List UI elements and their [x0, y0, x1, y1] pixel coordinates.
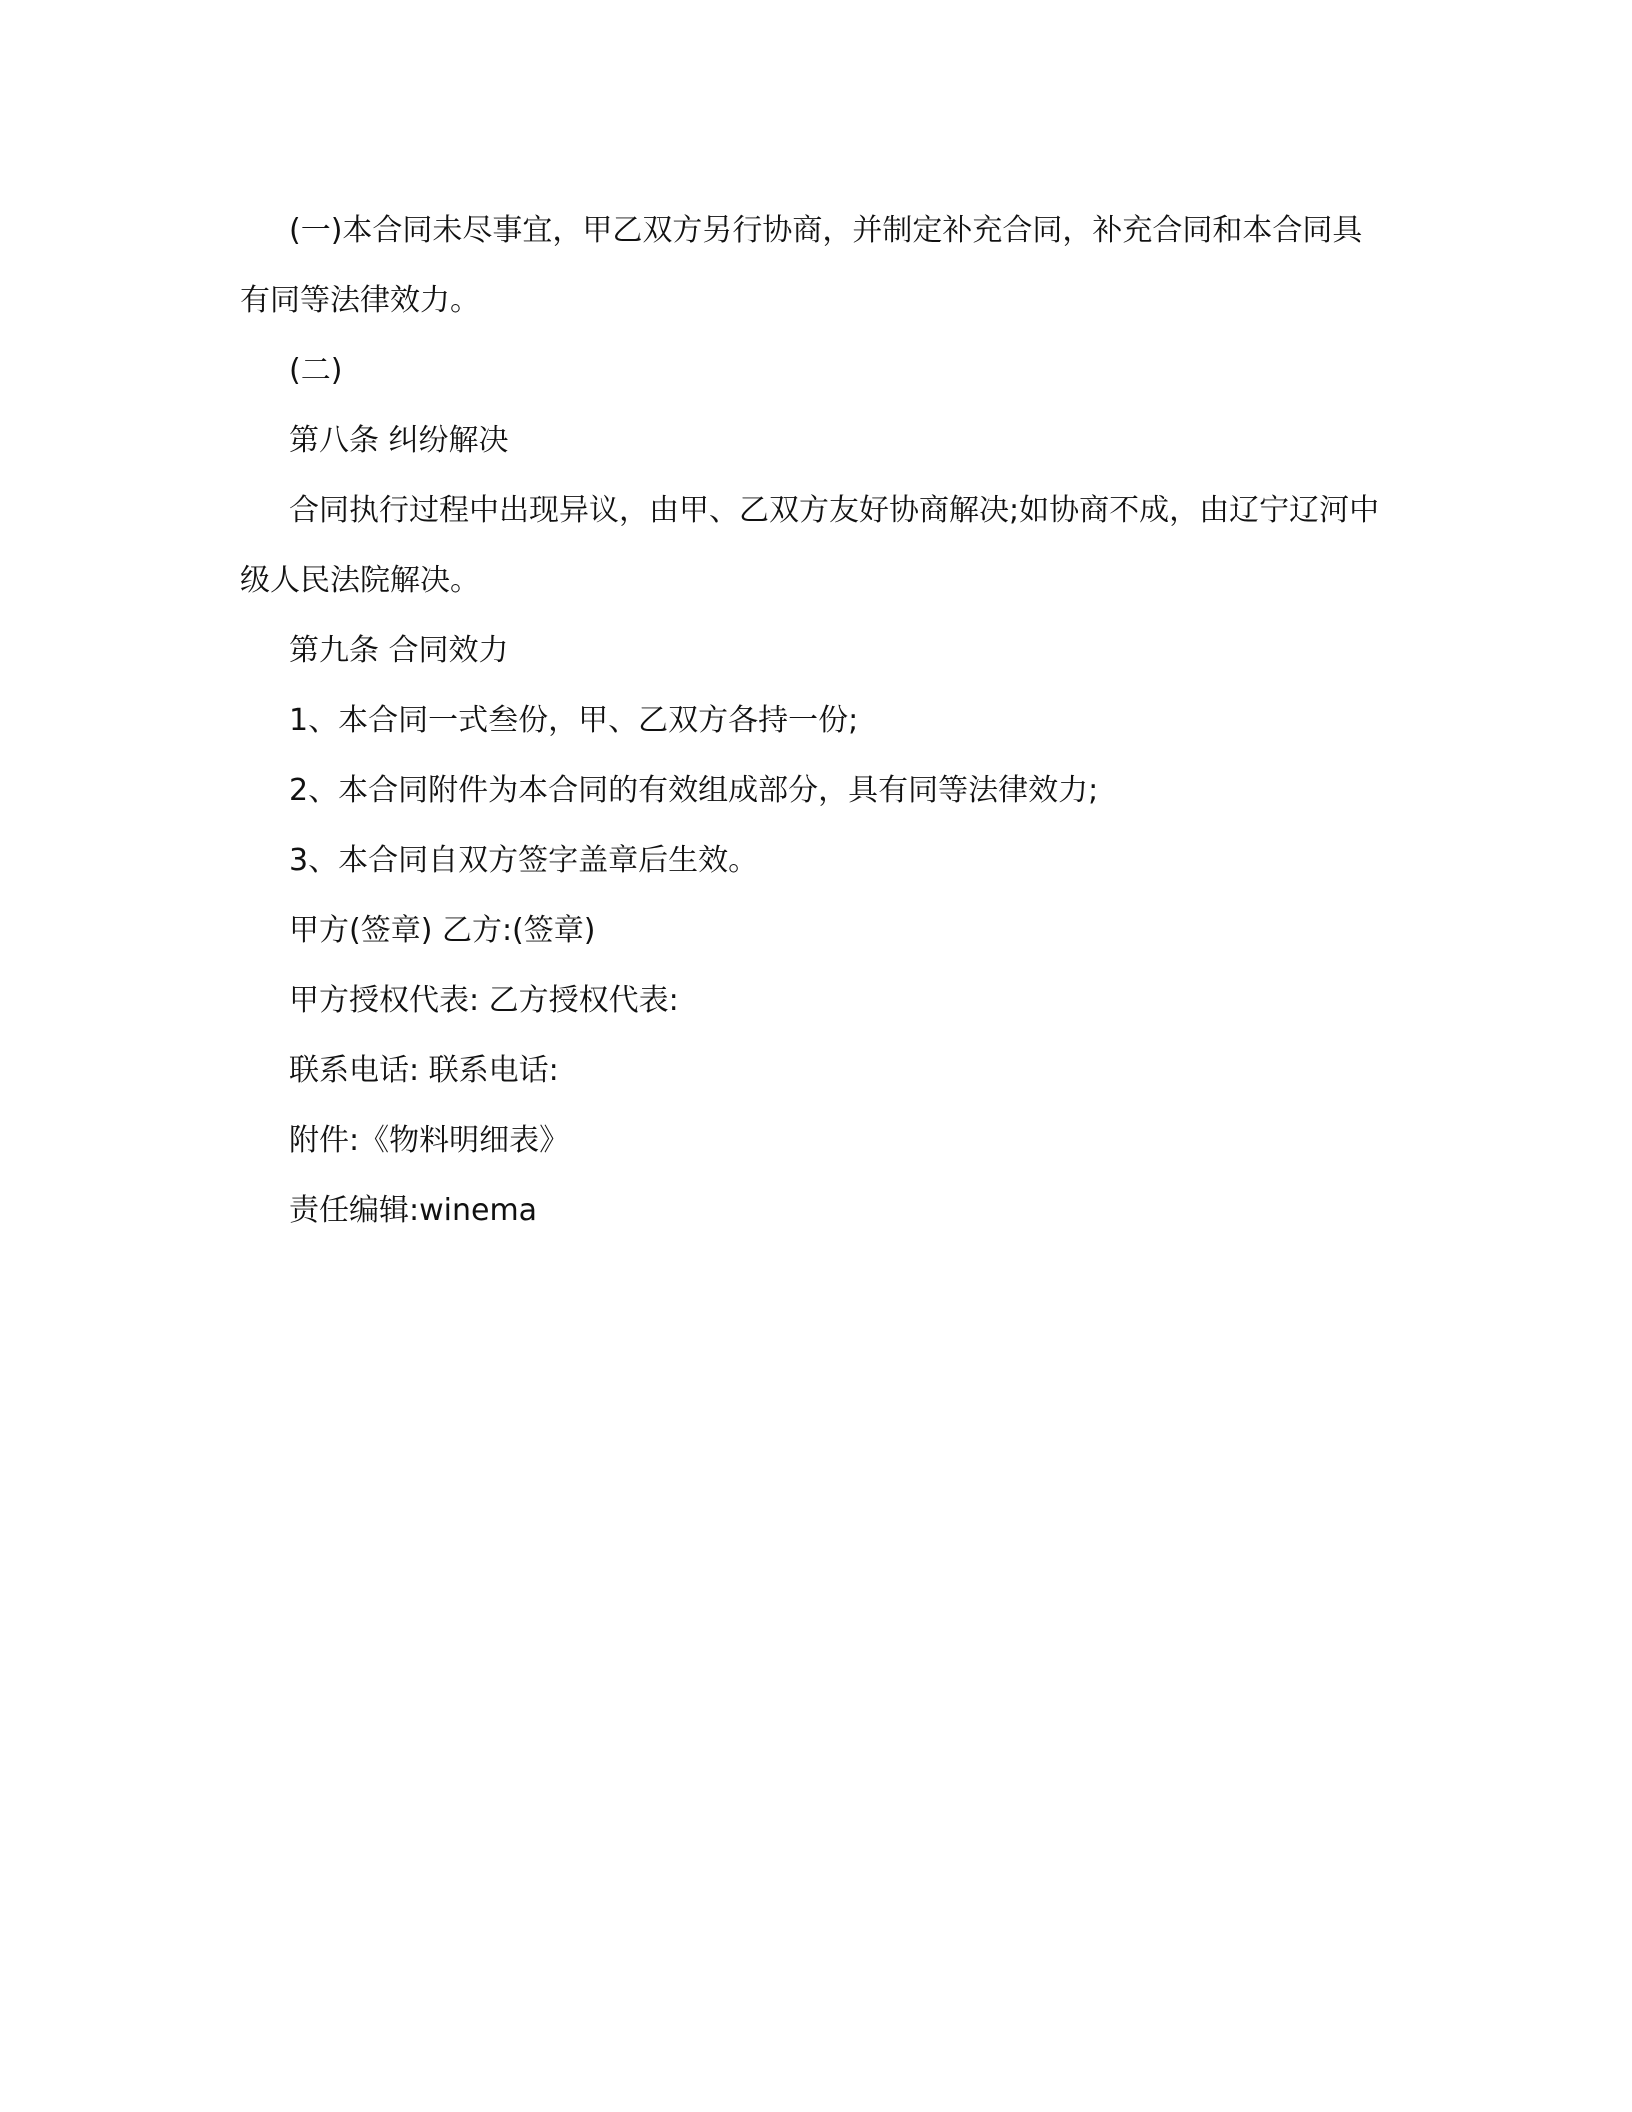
heading-article-nine: 第九条 合同效力: [289, 633, 509, 668]
editor-line: 责任编辑:winema: [289, 1193, 538, 1228]
list-item-three: 3、本合同自双方签字盖章后生效。: [289, 843, 759, 878]
document-body: [240, 196, 1385, 1246]
paragraph-supplementary-contract: (一)本合同未尽事宜，甲乙双方另行协商，并制定补充合同，补充合同和本合同具有同等法律效力。: [240, 213, 1363, 318]
attachment-line: 附件:《物料明细表》: [289, 1123, 570, 1158]
list-item-two: 2、本合同附件为本合同的有效组成部分，具有同等法律效力;: [289, 773, 1099, 808]
paragraph-dispute-resolution: 合同执行过程中出现异议，由甲、乙双方友好协商解决;如协商不成，由辽宁辽河中级人民法院解决。: [240, 493, 1380, 598]
authorized-representative-line: 甲方授权代表: 乙方授权代表:: [289, 983, 679, 1018]
heading-article-eight: 第八条 纠纷解决: [289, 423, 509, 458]
paragraph-item-two: (二): [289, 353, 343, 388]
contact-phone-line: 联系电话: 联系电话:: [289, 1053, 559, 1088]
signature-line: 甲方(签章) 乙方:(签章): [289, 913, 596, 948]
list-item-one: 1、本合同一式叁份，甲、乙双方各持一份;: [289, 703, 859, 738]
